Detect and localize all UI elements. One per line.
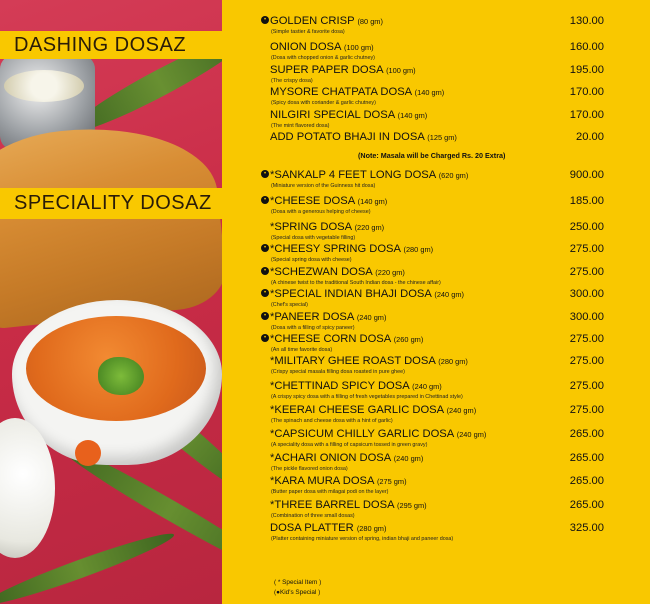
menu-item-name: [270, 266, 405, 278]
cilantro-garnish: [98, 357, 144, 395]
menu-item-title: KARA MURA DOSA: [274, 475, 374, 487]
menu-item-qty: (100 gm): [343, 43, 374, 52]
menu-item-name: [270, 475, 407, 487]
menu-item-description: (Butter paper dosa with milagai podi on the layer): [271, 489, 389, 495]
menu-item-price: 275.00: [569, 380, 604, 392]
menu-item-price: 900.00: [569, 169, 604, 181]
menu-item-qty: (220 gm): [375, 268, 405, 277]
legend-special: ( * Special Item ): [274, 579, 322, 586]
menu-item-qty: (280 gm): [438, 357, 468, 366]
menu-item-description: (Crispy special masala filling dosa roasted in pure ghee): [271, 369, 405, 375]
special-item-mark: *: [270, 243, 275, 255]
menu-item-title: MILITARY GHEE ROAST DOSA: [274, 355, 436, 367]
section-title-dashing: DASHING DOSAZ: [0, 31, 222, 59]
legend-kids: (●Kid's Special ): [274, 589, 321, 596]
menu-item-title: CAPSICUM CHILLY GARLIC DOSA: [274, 428, 454, 440]
menu-item-qty: (140 gm): [357, 197, 388, 206]
special-item-mark: *: [270, 355, 275, 367]
menu-item-description: (The mint flavored dosa): [271, 123, 330, 129]
menu-item-price: 300.00: [569, 311, 604, 323]
menu-item-description: (The spinach and cheese dosa with a hint of garlic): [271, 418, 393, 424]
menu-item-name: [270, 64, 416, 76]
menu-item-name: [270, 15, 383, 27]
menu-item-description: (Simple tastier & favorite dosa): [271, 29, 345, 35]
menu-item-qty: (240 gm): [456, 430, 487, 439]
menu-item-name: [270, 131, 457, 143]
menu-item-description: (Miniature version of the Guinness hit dosa): [271, 183, 376, 189]
menu-item-name: [270, 499, 427, 511]
special-item-mark: *: [270, 499, 275, 511]
pot-chutney: [4, 70, 84, 102]
menu-item-description: (The pickle flavored onion dosa): [271, 466, 348, 472]
menu-item-price: 265.00: [569, 499, 604, 511]
special-item-mark: *: [270, 311, 275, 323]
menu-item-qty: (280 gm): [356, 524, 387, 533]
menu-item-name: [270, 355, 468, 367]
menu-item-description: (A chinese twist to the traditional South Indian dosa - the chinese affair): [271, 280, 441, 286]
section-title-speciality: SPECIALITY DOSAZ: [0, 188, 222, 219]
menu-item-title: SANKALP 4 FEET LONG DOSA: [274, 169, 436, 181]
menu-item-title: SCHEZWAN DOSA: [274, 266, 373, 278]
menu-item-qty: (620 gm): [438, 171, 469, 180]
menu-item-price: 160.00: [569, 41, 604, 53]
menu-item-price: 265.00: [569, 428, 604, 440]
menu-item-title: ADD POTATO BHAJI IN DOSA: [270, 131, 425, 143]
menu-item-qty: (140 gm): [414, 88, 445, 97]
kids-special-icon: •: [261, 289, 269, 297]
menu-item-qty: (125 gm): [427, 133, 457, 142]
special-item-mark: *: [270, 380, 275, 392]
menu-item-name: [270, 41, 374, 53]
menu-item-name: [270, 452, 423, 464]
menu-item-title: NILGIRI SPECIAL DOSA: [270, 109, 395, 121]
menu-item-qty: (280 gm): [403, 245, 434, 254]
menu-item-name: [270, 109, 427, 121]
kids-special-icon: •: [261, 16, 269, 24]
menu-item-qty: (240 gm): [446, 406, 477, 415]
kids-special-icon: •: [261, 334, 269, 342]
menu-item-price: 185.00: [569, 195, 604, 207]
kids-special-icon: •: [261, 196, 269, 204]
menu-item-description: (Dosa with a filling of spicy paneer): [271, 325, 355, 331]
special-item-mark: *: [270, 404, 275, 416]
menu-item-qty: (240 gm): [434, 290, 464, 299]
menu-item-name: [270, 288, 464, 300]
menu-item-description: (A speciality dosa with a filling of capsicum tossed in green gravy): [271, 442, 428, 448]
special-item-mark: *: [270, 333, 275, 345]
menu-item-qty: (140 gm): [397, 111, 428, 120]
special-item-mark: *: [270, 288, 275, 300]
special-item-mark: *: [270, 169, 275, 181]
kids-special-icon: •: [261, 312, 269, 320]
bowl-decoration: [75, 440, 101, 466]
menu-item-title: SPECIAL INDIAN BHAJI DOSA: [274, 288, 432, 300]
menu-item-price: 195.00: [569, 64, 604, 76]
menu-item-description: (Combination of three small dosas): [271, 513, 355, 519]
menu-item-title: DOSA PLATTER: [270, 522, 354, 534]
menu-item-price: 300.00: [569, 288, 604, 300]
menu-item-name: [270, 333, 423, 345]
menu-item-title: CHETTINAD SPICY DOSA: [274, 380, 410, 392]
menu-item-qty: (80 gm): [357, 17, 383, 26]
menu-item-title: MYSORE CHATPATA DOSA: [270, 86, 412, 98]
menu-item-price: 130.00: [569, 15, 604, 27]
kids-special-icon: •: [261, 244, 269, 252]
menu-item-name: [270, 221, 384, 233]
menu-item-qty: (100 gm): [386, 66, 416, 75]
menu-item-name: [270, 522, 386, 534]
kids-special-icon: •: [261, 267, 269, 275]
menu-item-description: (Special dosa with vegetable filling): [271, 235, 356, 241]
menu-item-price: 170.00: [569, 109, 604, 121]
menu-item-name: [270, 404, 476, 416]
menu-item-description: (Spicy dosa with coriander & garlic chutney): [271, 100, 376, 106]
menu-item-title: ACHARI ONION DOSA: [274, 452, 391, 464]
menu-item-price: 275.00: [569, 404, 604, 416]
menu-item-price: 170.00: [569, 86, 604, 98]
menu-item-qty: (240 gm): [393, 454, 424, 463]
menu-item-qty: (220 gm): [354, 223, 385, 232]
menu-item-title: PANEER DOSA: [274, 311, 354, 323]
menu-item-name: [270, 428, 486, 440]
menu-item-price: 275.00: [569, 333, 604, 345]
menu-item-title: THREE BARREL DOSA: [274, 499, 394, 511]
menu-item-title: CHEESE DOSA: [274, 195, 355, 207]
menu-item-price: 275.00: [569, 266, 604, 278]
menu-item-price: 265.00: [569, 452, 604, 464]
menu-item-description: (Dosa with chopped onion & garlic chutney): [271, 55, 375, 61]
menu-item-description: (An all time favorite dosa): [271, 347, 333, 353]
special-item-mark: *: [270, 428, 275, 440]
menu-item-title: CHEESY SPRING DOSA: [274, 243, 401, 255]
menu-item-name: [270, 380, 442, 392]
special-item-mark: *: [270, 266, 275, 278]
special-item-mark: *: [270, 475, 275, 487]
menu-item-name: [270, 169, 468, 181]
menu-item-name: [270, 195, 387, 207]
kids-special-icon: •: [261, 170, 269, 178]
menu-item-qty: (295 gm): [397, 501, 427, 510]
masala-note: (Note: Masala will be Charged Rs. 20 Extra): [358, 151, 506, 160]
dosa-image: [0, 115, 222, 330]
menu-item-name: [270, 243, 433, 255]
menu-item-description: (Dosa with a generous helping of cheese): [271, 209, 371, 215]
special-item-mark: *: [270, 452, 275, 464]
menu-item-title: ONION DOSA: [270, 41, 341, 53]
menu-item-title: KEERAI CHEESE GARLIC DOSA: [274, 404, 444, 416]
menu-item-qty: (260 gm): [393, 335, 424, 344]
menu-item-name: [270, 86, 444, 98]
menu-item-description: (Special spring dosa with cheese): [271, 257, 352, 263]
menu-item-price: 325.00: [569, 522, 604, 534]
special-item-mark: *: [270, 221, 275, 233]
menu-item-qty: (240 gm): [356, 313, 387, 322]
menu-item-qty: (275 gm): [376, 477, 407, 486]
menu-item-description: (The crispy dosa): [271, 78, 313, 84]
menu-item-price: 265.00: [569, 475, 604, 487]
menu-item-price: 275.00: [569, 355, 604, 367]
menu-item-price: 20.00: [576, 131, 604, 143]
menu-item-description: (Platter containing miniature version of spring, indian bhaji and paneer dosa): [271, 536, 454, 542]
menu-item-title: SUPER PAPER DOSA: [270, 64, 383, 76]
menu-item-description: (Chef's special): [271, 302, 308, 308]
food-photo: [0, 0, 222, 604]
menu-item-name: [270, 311, 386, 323]
menu-item-qty: (240 gm): [412, 382, 442, 391]
menu-item-description: (A crispy spicy dosa with a filling of fresh vegetables prepared in Chettinad style): [271, 394, 463, 400]
menu-item-title: CHEESE CORN DOSA: [274, 333, 391, 345]
menu-item-price: 250.00: [569, 221, 604, 233]
special-item-mark: *: [270, 195, 275, 207]
menu-item-price: 275.00: [569, 243, 604, 255]
menu-item-title: GOLDEN CRISP: [270, 15, 355, 27]
menu-item-title: SPRING DOSA: [274, 221, 352, 233]
